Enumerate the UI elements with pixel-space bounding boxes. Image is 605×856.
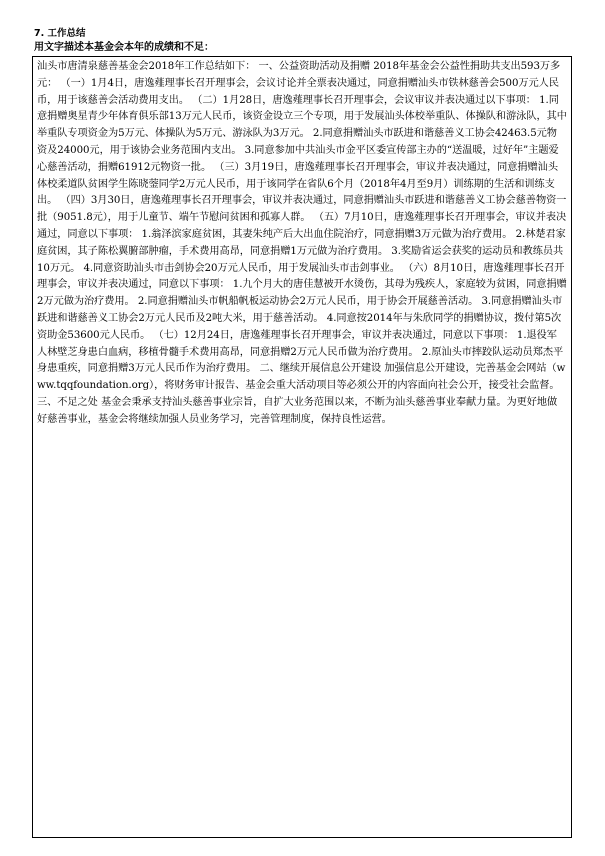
summary-text-box[interactable] (32, 56, 572, 838)
section-prompt: 用文字描述本基金会本年的成绩和不足： (34, 42, 214, 53)
summary-text: 汕头市唐清泉慈善基金会2018年工作总结如下： 一、公益资助活动及捐赠 2018年基金会公益性捐助共支出593万多元： （一）1月4日，唐逸薤理事长召开理事会，会议讨论并全票表决通过，同意捐赠汕头市铁林慈善会500万元人民币，用于该慈善会活动费用支出。 （二）1月28日，唐逸薤理事长召开理事会，会议审议并表决通过以下事项： 1.同意捐赠奥星青少年体育俱乐部13万元人民币，该资金设立三个专项，用于发展汕头体校举重队、体操队和游泳队，其中举重队专项资金为5万元、体操队为5万元、游泳队为3万元。 2.同意捐赠汕头市跃进和谐慈善义工协会42463.5元物资及24000元，用于该协会业务范围内支出。 3.同意参加中共汕头市金平区委宣传部主办的“送温暖，过好年”主题爱心慈善活动，捐赠61912元物资一批。 （三）3月19日，唐逸薤理事长召开理事会，审议并表决通过，同意捐赠汕头体校柔道队贫困学生陈晓蓥同学2万元人民币，用于该同学在省队6个月（2018年4月至9月）训练期的生活和训练支出。 （四）3月30日，唐逸薤理事长召开理事会，审议并表决通过，同意捐赠汕头市跃进和谐慈善义工协会慈善物资一批（9051.8元），用于儿童节、端午节慰问贫困和孤寡人群。 （五）7月10日，唐逸薤理事长召开理事会，审议并表决通过，同意以下事项： 1.翁泽滨家庭贫困，其妻朱纯产后大出血住院治疗，同意捐赠3万元做为治疗费用。 2.林楚君家庭贫困，其子陈松翼腑部肿瘤，手术费用高昂，同意捐赠1万元做为治疗费用。 3.奖励省运会获奖的运动员和教练员共10万元。 4.同意资助汕头市击剑协会20万元人民币，用于发展汕头市击剑事业。 （六）8月10日，唐逸薤理事长召开理事会，审议并表决通过，同意以下事项： 1.九个月大的唐佳慧被开水烫伤，其母为残疾人，家庭较为贫困，同意捐赠2万元做为治疗费用。 2.同意捐赠汕头市帆船帆板运动协会2万元人民币，用于协会开展慈善活动。 3.同意捐赠汕头市跃进和谐慈善义工协会2万元人民币及2吨大米，用于慈善活动。 4.同意按2014年与朱欣同学的捐赠协议，拨付第5次资助金53600元人民币。 （七）12月24日，唐逸薤理事长召开理事会，审议并表决通过，同意以下事项： 1.退役军人林壁芝身患白血病，移植骨髓手术费用高昂，同意捐赠2万元人民币做为治疗费用。 2.原汕头市摔跤队运动员郑杰平身患重疾，同意捐赠3万元人民币作为治疗费用。 二、继续开展信息公开建设 加强信息公开建设，完善基金会网站（www.tqqfoundation.org），将财务审计报告、基金会重大活动项目等必须公开的内容面向社会公开，接受社会监督。 三、不足之处 基金会秉承支持汕头慈善事业宗旨，自扩大业务范围以来，不断为汕头慈善事业奉献力量。为更好地做好慈善事业，基金会将继续加强人员业务学习，完善管理制度，保持良性运营。 (37, 61, 567, 425)
section-heading: 7. 工作总结 (34, 28, 86, 39)
